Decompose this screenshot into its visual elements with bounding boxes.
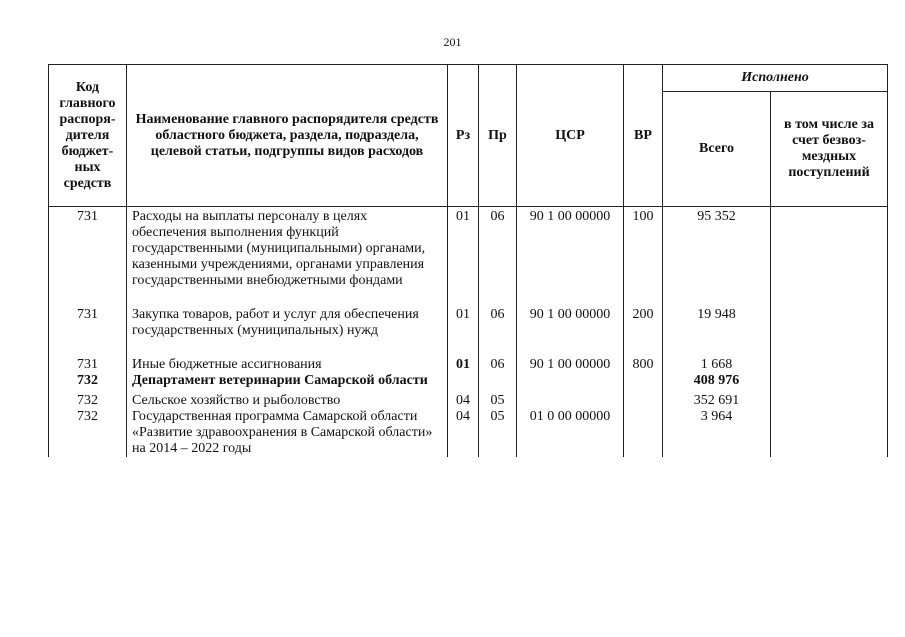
cell-rz [448,373,479,389]
cell-code: 732 [49,393,127,409]
page-number: 201 [443,35,462,49]
cell-free [771,373,888,389]
table-row [49,393,888,409]
header-total: Всего [663,92,771,207]
cell-free [771,357,888,373]
cell-name: Закупка товаров, работ и услуг для обеспечения государственных (муниципальных) нужд [127,307,448,339]
header-csr: ЦСР [517,65,624,207]
cell-csr: 90 1 00 00000 [517,307,624,339]
cell-vr [624,409,663,457]
cell-code: 731 [49,357,127,373]
table-row [49,373,888,389]
cell-name: Иные бюджетные ассигнования [127,357,448,373]
cell-total: 3 964 [663,409,771,457]
cell-total: 1 668 [663,357,771,373]
cell-csr: 01 0 00 00000 [517,409,624,457]
cell-rz: 04 [448,393,479,409]
cell-vr: 100 [624,207,663,290]
cell-pr: 06 [479,357,517,373]
cell-csr [517,373,624,389]
cell-pr: 05 [479,393,517,409]
table-body [49,207,888,458]
cell-code: 732 [49,373,127,389]
table-row [49,207,888,290]
header-rz: Рз [448,65,479,207]
cell-code: 731 [49,207,127,290]
cell-free [771,307,888,339]
cell-rz: 01 [448,307,479,339]
cell-name: Расходы на выплаты персоналу в целях обеспечения выполнения функций государственными (муниципальными) органами, казенными учреждениями, органами управления государственными внебюджетными фондами [127,207,448,290]
cell-rz: 01 [448,207,479,290]
table-row [49,357,888,373]
cell-rz: 04 [448,409,479,457]
cell-free [771,207,888,290]
header-code: Код главного распоря-дителя бюджет-ных средств [49,65,127,207]
cell-vr: 200 [624,307,663,339]
cell-pr: 06 [479,207,517,290]
header-executed: Исполнено [663,65,888,92]
row-spacer [49,289,888,307]
cell-total: 408 976 [663,373,771,389]
header-vr: ВР [624,65,663,207]
cell-total: 352 691 [663,393,771,409]
header-free: в том числе за счет безвоз-мездных поступлений [771,92,888,207]
cell-name: Сельское хозяйство и рыболовство [127,393,448,409]
table-header [49,65,888,207]
cell-name: Департамент ветеринарии Самарской области [127,373,448,389]
cell-free [771,393,888,409]
cell-rz: 01 [448,357,479,373]
header-pr: Пр [479,65,517,207]
cell-free [771,409,888,457]
cell-csr: 90 1 00 00000 [517,207,624,290]
cell-code: 731 [49,307,127,339]
cell-csr [517,393,624,409]
cell-total: 95 352 [663,207,771,290]
table-row [49,409,888,457]
cell-vr: 800 [624,357,663,373]
cell-pr: 05 [479,409,517,457]
cell-pr: 06 [479,307,517,339]
row-spacer [49,339,888,357]
cell-vr [624,393,663,409]
cell-pr [479,373,517,389]
cell-vr [624,373,663,389]
cell-code: 732 [49,409,127,457]
table-row [49,307,888,339]
cell-csr: 90 1 00 00000 [517,357,624,373]
header-name: Наименование главного распорядителя средств областного бюджета, раздела, подраздела, целевой статьи, подгруппы видов расходов [127,65,448,207]
cell-name: Государственная программа Самарской области «Развитие здравоохранения в Самарской области» на 2014 – 2022 годы [127,409,448,457]
budget-table [48,64,888,457]
cell-total: 19 948 [663,307,771,339]
